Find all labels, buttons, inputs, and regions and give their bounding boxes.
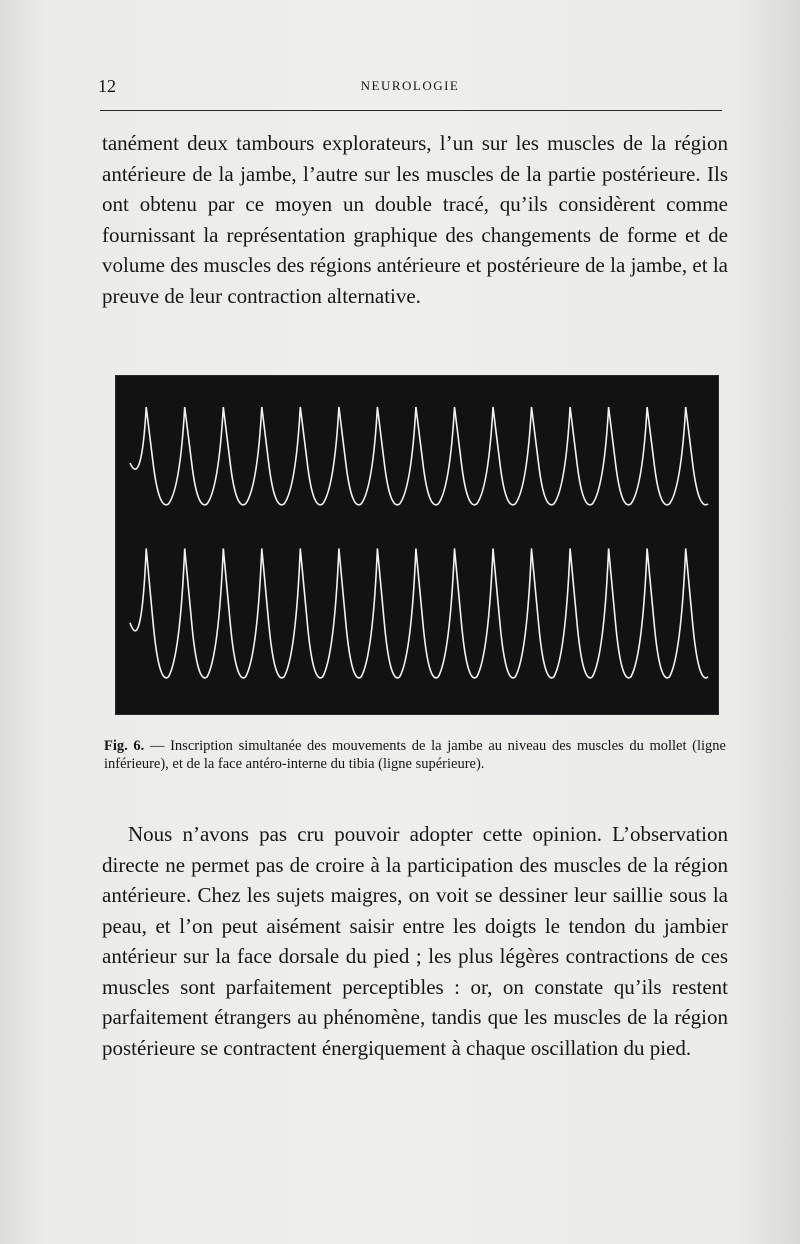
page-header <box>98 72 722 98</box>
figure-label: Fig. 6. <box>104 738 145 754</box>
paragraph-bottom: Nous n’avons pas cru pouvoir adopter cette opinion. L’observation directe ne permet pas de croire à la participation des muscles de la région antérieure. Chez les sujets maigres, on voit se dessiner leur saillie sous la peau, et l’on peut aisément saisir entre les doigts le tendon du jambier antérieur sur la face dorsale du pied ; les plus légères contractions de ces muscles sont parfaitement perceptibles : or, on constate qu’ils restent parfaitement étrangers au phénomène, tandis que les muscles de la région postérieure se contractent énergiquement à chaque oscillation du pied. <box>102 822 728 1060</box>
page-number: 12 <box>98 76 116 96</box>
paragraph-top: tanément deux tambours explorateurs, l’un sur les muscles de la région antérieure de la jambe, l’autre sur les muscles de la partie postérieure. Ils ont obtenu par ce moyen un double tracé, qu’ils considèrent comme fournissant la représentation graphique des changements de forme et de volume des muscles des régions antérieure et postérieure de la jambe, et la preuve de leur contraction alternative. <box>102 131 728 308</box>
lower-trace-line <box>130 549 708 678</box>
upper-trace-line <box>130 407 708 505</box>
figure-tracing <box>116 376 718 714</box>
caption-text: — Inscription simultanée des mouvements de la jambe au niveau des muscles du mollet (ligne inférieure), et de la face antéro-interne du tibia (ligne supérieure). <box>104 738 726 772</box>
tracing-svg <box>116 376 718 714</box>
figure-caption <box>104 737 726 773</box>
running-head: NEUROLOGIE <box>360 78 460 93</box>
header-rule <box>100 110 722 111</box>
